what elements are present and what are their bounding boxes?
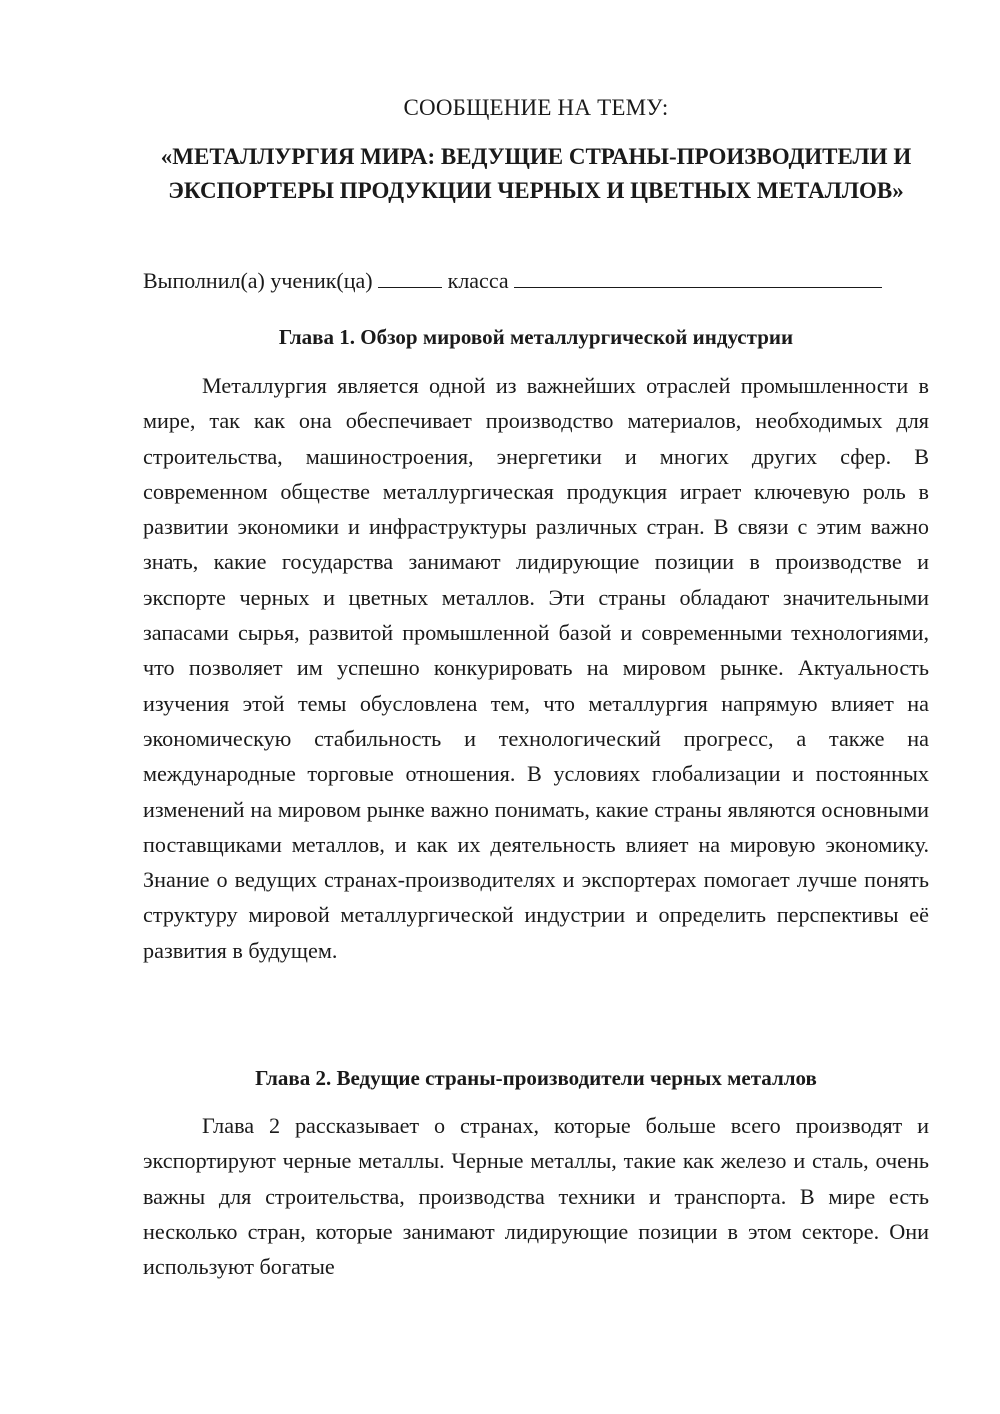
chapter-2-title: Глава 2. Ведущие страны-производители черных металлов: [255, 1066, 817, 1090]
topic-heading: СООБЩЕНИЕ НА ТЕМУ:: [403, 95, 669, 120]
class-label: класса: [447, 268, 509, 293]
chapter-1-title: Глава 1. Обзор мировой металлургической индустрии: [278, 325, 794, 349]
chapter-2-paragraph: Глава 2 рассказывает о странах, которые больше всего производят и экспортируют черные металлы. Черные металлы, такие как железо и сталь, очень важны для строительства, производства техники и транспорта. В мире есть несколько стран, которые занимают лидирующие позиции в этом секторе. Они используют богатые: [143, 1113, 929, 1280]
document-title: «МЕТАЛЛУРГИЯ МИРА: ВЕДУЩИЕ СТРАНЫ-ПРОИЗВОДИТЕЛИ И ЭКСПОРТЕРЫ ПРОДУКЦИИ ЧЕРНЫХ И ЦВЕТНЫХ МЕТАЛЛОВ»: [160, 144, 912, 203]
student-name-blank[interactable]: [514, 271, 882, 288]
class-number-blank[interactable]: [378, 271, 442, 288]
chapter-1-paragraph: Металлургия является одной из важнейших отраслей промышленности в мире, так как она обеспечивает производство материалов, необходимых для строительства, машиностроения, энергетики и многих других сфер. В современном обществе металлургическая продукция играет ключевую роль в развитии экономики и инфраструктуры различных стран. В связи с этим важно знать, какие государства занимают лидирующие позиции в производстве и экспорте черных и цветных металлов. Эти страны обладают значительными запасами сырья, развитой промышленной базой и современными технологиями, что позволяет им успешно конкурировать на мировом рынке. Актуальность изучения этой темы обусловлена тем, что металлургия напрямую влияет на экономическую стабильность и технологический прогресс, а также на международные торговые отношения. В условиях глобализации и постоянных изменений на мировом рынке важно понимать, какие страны являются основными поставщиками металлов, и как их деятельность влияет на мировую экономику. Знание о ведущих странах-производителях и экспортерах помогает лучше понять структуру мировой металлургической индустрии и определить перспективы её развития в будущем.: [143, 373, 929, 963]
author-line: [143, 268, 882, 294]
author-label: Выполнил(а) ученик(ца): [143, 268, 373, 293]
